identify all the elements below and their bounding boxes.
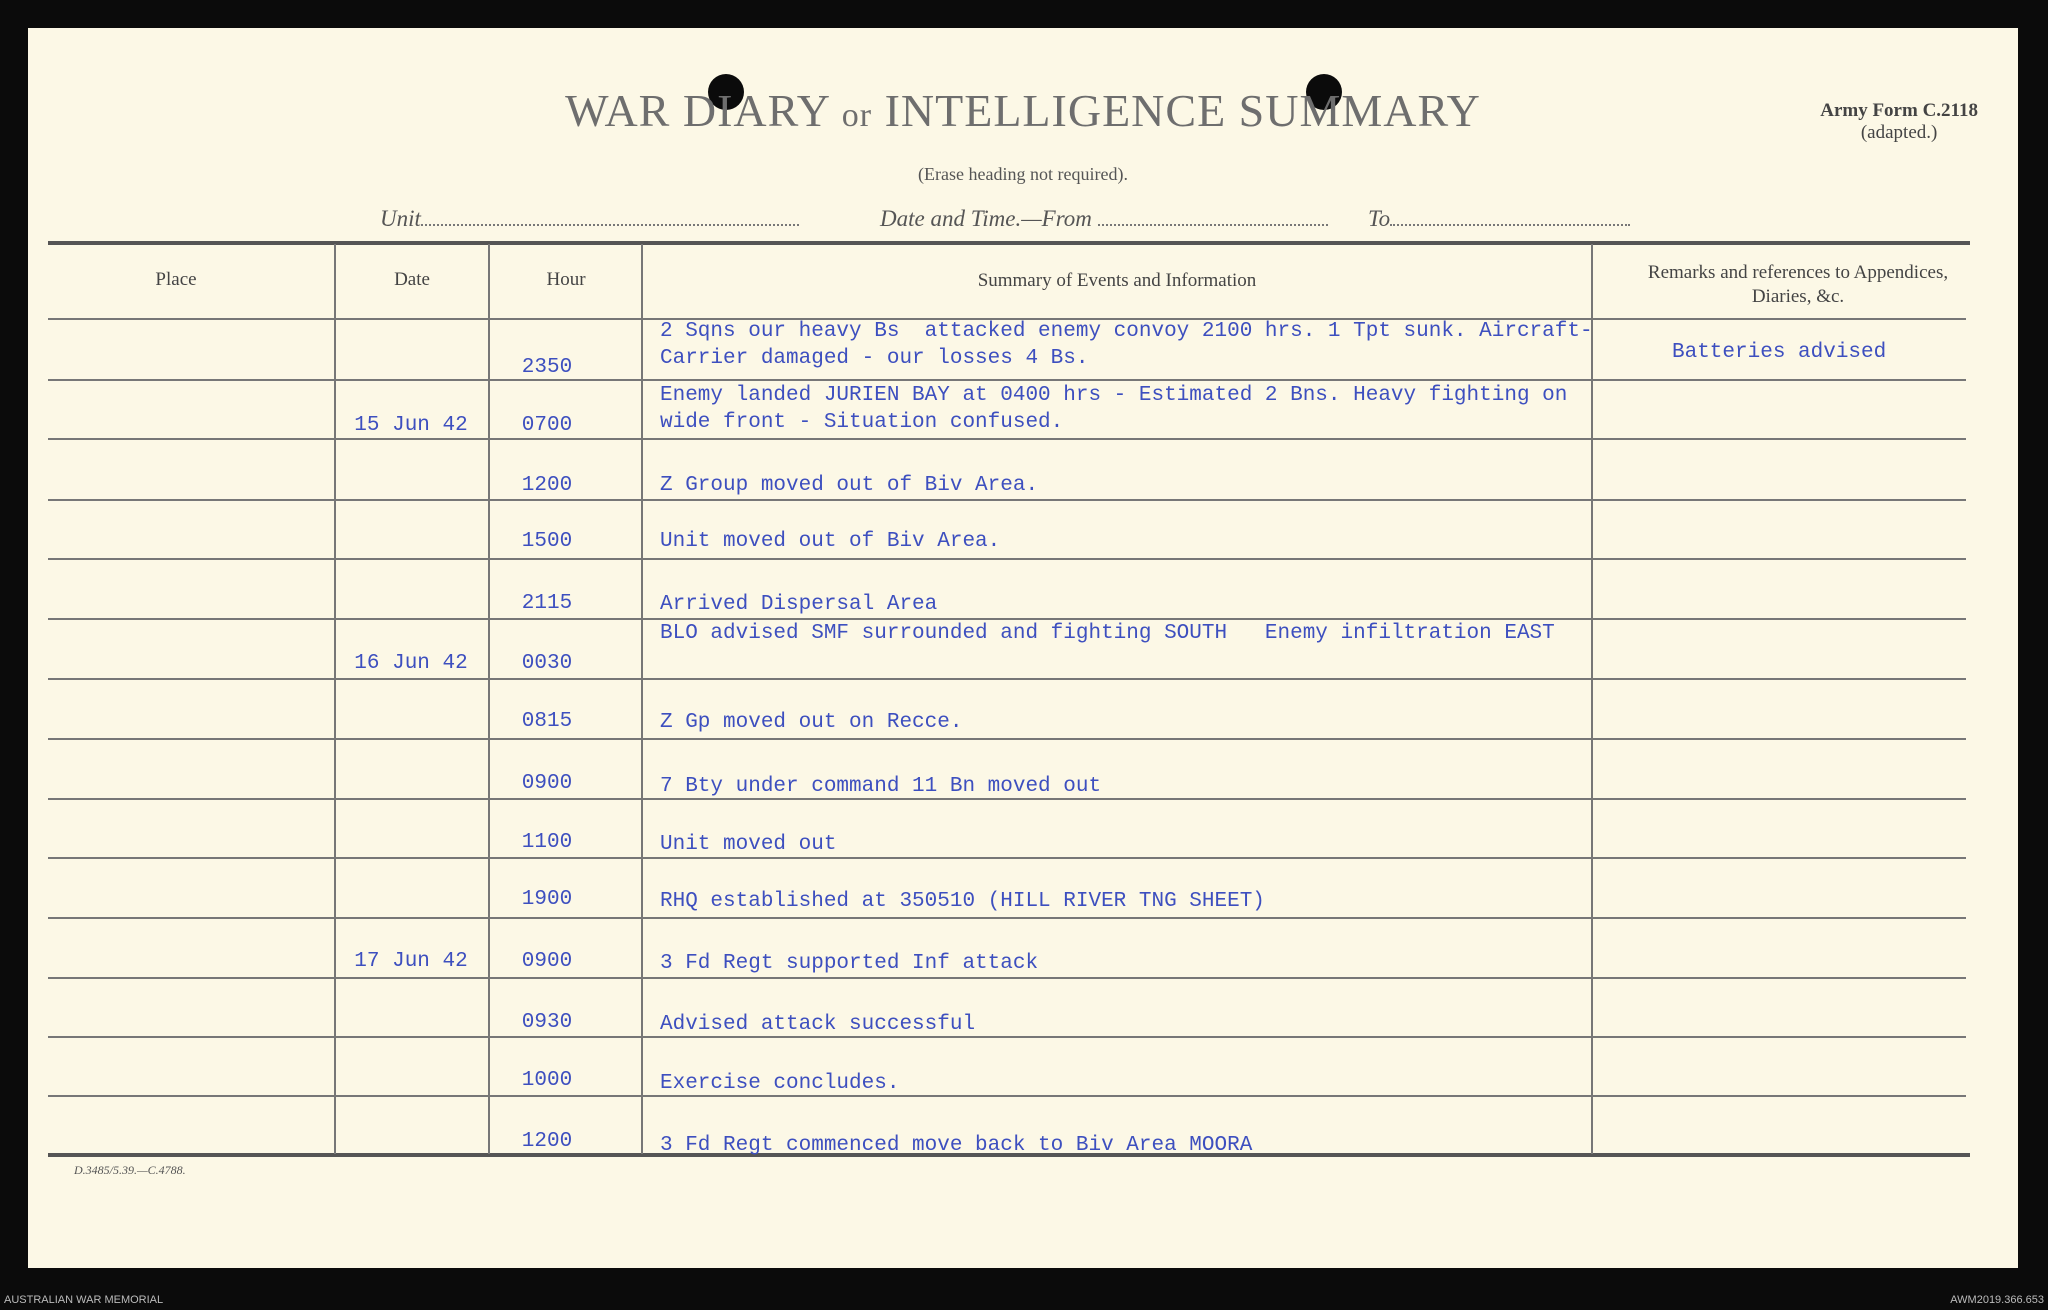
- col-header-summary: Summary of Events and Information: [977, 270, 1257, 291]
- date-cell: 15 Jun 42: [354, 414, 468, 437]
- row-rule: [48, 738, 1966, 740]
- hour-cell: 2115: [521, 592, 573, 615]
- event-text: 3 Fd Regt commenced move back to Biv Area MOORA: [660, 1134, 1253, 1157]
- form-subtitle: (Erase heading not required).: [918, 164, 1128, 184]
- col-header-place: Place: [155, 269, 197, 290]
- date-time-label: Date and Time.—From: [880, 206, 1092, 231]
- hour-cell: 0700: [521, 414, 573, 437]
- event-text: BLO advised SMF surrounded and fighting SOUTH Enemy infiltration EAST: [660, 622, 1555, 645]
- row-rule: [48, 857, 1966, 859]
- row-rule: [48, 558, 1966, 560]
- hour-cell: 1500: [521, 530, 573, 553]
- remark-text: Batteries advised: [1672, 341, 1887, 364]
- archive-credit: AUSTRALIAN WAR MEMORIAL: [4, 1294, 164, 1306]
- hour-cell: 1200: [521, 474, 573, 497]
- row-rule: [48, 438, 1966, 440]
- event-text: Unit moved out of Biv Area.: [660, 530, 1001, 553]
- hour-cell: 0900: [521, 772, 573, 795]
- title-or: or: [841, 97, 873, 134]
- row-rule: [48, 379, 1966, 381]
- event-text: Advised attack successful: [660, 1013, 976, 1036]
- date-cell: 16 Jun 42: [354, 652, 468, 675]
- form-number-text: Army Form C.2118: [1820, 100, 1978, 121]
- hour-cell: 0030: [521, 652, 573, 675]
- event-text: 2 Sqns our heavy Bs attacked enemy convoy 2100 hrs. 1 Tpt sunk. Aircraft- Carrier damaged - our losses 4 Bs.: [660, 320, 1593, 370]
- col-header-date: Date: [394, 269, 430, 290]
- archive-accession: AWM2019.366.653: [1950, 1294, 2044, 1306]
- event-text: Unit moved out: [660, 833, 837, 856]
- hour-cell: 0930: [521, 1011, 573, 1034]
- event-text: 3 Fd Regt supported Inf attack: [660, 952, 1039, 975]
- hour-cell: 0900: [521, 950, 573, 973]
- hour-cell: 1900: [521, 888, 573, 911]
- print-reference: D.3485/5.39.—C.4788.: [74, 1163, 186, 1177]
- event-text: Z Gp moved out on Recce.: [660, 711, 963, 734]
- row-rule: [48, 977, 1966, 979]
- event-text: Enemy landed JURIEN BAY at 0400 hrs - Estimated 2 Bns. Heavy fighting on wide front - Situation confused.: [660, 384, 1568, 434]
- row-rule: [48, 678, 1966, 680]
- hour-cell: 2350: [521, 356, 573, 379]
- event-text: Exercise concludes.: [660, 1072, 900, 1095]
- row-rule: [48, 917, 1966, 919]
- hour-cell: 0815: [521, 710, 573, 733]
- hour-cell: 1200: [521, 1130, 573, 1153]
- date-cell: 17 Jun 42: [354, 950, 468, 973]
- to-label: To: [1368, 206, 1391, 231]
- title-intelligence-summary: INTELLIGENCE SUMMARY: [884, 85, 1481, 136]
- event-text: 7 Bty under command 11 Bn moved out: [660, 775, 1102, 798]
- col-header-remarks: Remarks and references to Appendices, Diaries, &c.: [1647, 262, 1949, 307]
- row-rule: [48, 499, 1966, 501]
- title-war-diary: WAR DIARY: [565, 85, 830, 136]
- table-top-rule: [48, 241, 1970, 245]
- hour-cell: 1000: [521, 1069, 573, 1092]
- row-rule: [48, 1095, 1966, 1097]
- event-text: RHQ established at 350510 (HILL RIVER TNG SHEET): [660, 890, 1265, 913]
- col-header-hour: Hour: [546, 269, 586, 290]
- unit-label: Unit: [380, 206, 421, 231]
- form-adapted-text: (adapted.): [1860, 122, 1938, 143]
- event-text: Z Group moved out of Biv Area.: [660, 474, 1039, 497]
- hour-cell: 1100: [521, 831, 573, 854]
- row-rule: [48, 1036, 1966, 1038]
- event-text: Arrived Dispersal Area: [660, 593, 938, 616]
